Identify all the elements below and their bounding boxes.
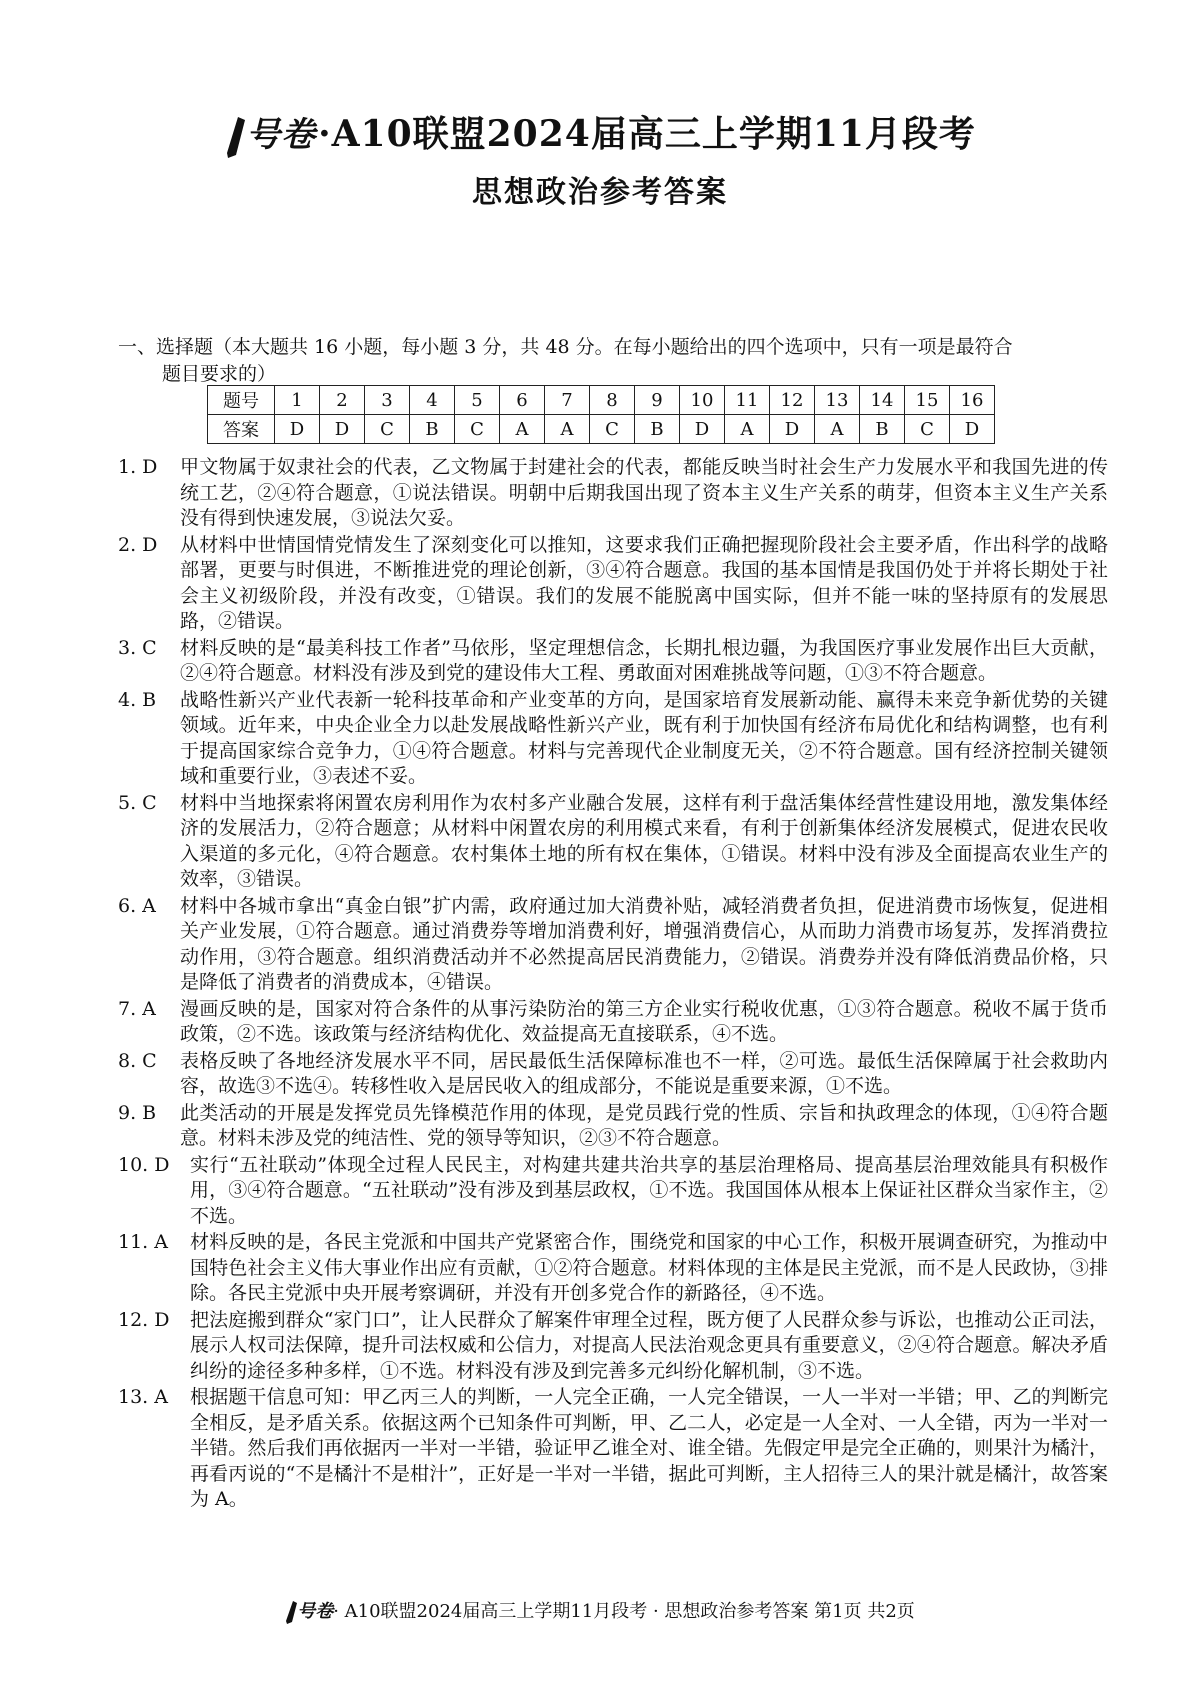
page-subtitle: 思想政治参考答案: [472, 175, 728, 210]
item-number: 13. A: [118, 1386, 168, 1408]
table-cell: A: [500, 415, 545, 444]
table-cell: C: [365, 415, 410, 444]
item-text: 材料反映的是，各民主党派和中国共产党紧密合作，围绕党和国家的中心工作，积极开展调查研究，为推动中国特色社会主义伟大事业作出应有贡献，①②符合题意。材料体现的主体是民主党派，而不是人民政协，③排除。各民主党派中央开展考察调研，并没有开创多党合作的新路径，④不选。: [190, 1231, 1108, 1304]
table-cell: D: [320, 415, 365, 444]
item-text: 根据题干信息可知：甲乙丙三人的判断，一人完全正确，一人完全错误，一人一半对一半错；甲、乙的判断完全相反，是矛盾关系。依据这两个已知条件可判断，甲、乙二人，必定是一人全对、一人全错，丙为一半对一半错。然后我们再依据丙一半对一半错，验证甲乙谁全对、谁全错。先假定甲是完全正确的，则果汁为橘汁，再看丙说的“不是橘汁不是柑汁”，正好是一半对一半错，据此可判断，主人招待三人的果汁就是橘汁，故答案为 A。: [190, 1386, 1108, 1510]
item-text: 漫画反映的是，国家对符合条件的从事污染防治的第三方企业实行税收优惠，①③符合题意。税收不属于货币政策，②不选。该政策与经济结构优化、效益提高无直接联系，④不选。: [180, 997, 1108, 1045]
brand-brush-logo: [285, 1600, 297, 1624]
table-cell: 3: [365, 386, 410, 415]
table-cell: B: [635, 415, 680, 444]
table-cell: C: [905, 415, 950, 444]
table-row-label: 答案: [208, 415, 275, 444]
table-cell: C: [455, 415, 500, 444]
table-cell: B: [860, 415, 905, 444]
table-cell: 6: [500, 386, 545, 415]
list-item: [118, 1230, 1108, 1307]
item-text: 把法庭搬到群众“家门口”，让人民群众了解案件审理全过程，既方便了人民群众参与诉讼，也推动公正司法，展示人权司法保障，提升司法权威和公信力，对提高人民法治观念更具有重要意义，②④符合题意。解决矛盾纠纷的途径多种多样，①不选。材料没有涉及到完善多元纠纷化解机制，③不选。: [190, 1308, 1108, 1382]
table-cell: D: [275, 415, 320, 444]
list-item: [118, 1049, 1108, 1100]
table-cell: A: [545, 415, 590, 444]
list-item: [118, 533, 1108, 635]
list-item: [118, 997, 1108, 1048]
table-cell: C: [590, 415, 635, 444]
table-cell: 10: [680, 386, 725, 415]
list-item: [118, 688, 1108, 790]
list-item: [118, 894, 1108, 996]
table-cell: 14: [860, 386, 905, 415]
table-cell: 5: [455, 386, 500, 415]
table-cell: 7: [545, 386, 590, 415]
item-text: 从材料中世情国情党情发生了深刻变化可以推知，这要求我们正确把握现阶段社会主要矛盾，作出科学的战略部署，更要与时俱进，不断推进党的理论创新，③④符合题意。我国的基本国情是我国仍处于并将长期处于社会主义初级阶段，并没有改变，①错误。我们的发展不能脱离中国实际，但并不能一味的坚持原有的发展思路，②错误。: [180, 533, 1108, 632]
table-cell: 13: [815, 386, 860, 415]
exam-title: ·A10联盟2024届高三上学期11月段考: [318, 113, 976, 155]
item-number: 8. C: [118, 1049, 157, 1072]
list-item: [118, 455, 1108, 532]
list-item: [118, 636, 1108, 687]
item-number: 1. D: [118, 456, 158, 478]
table-cell: 16: [950, 386, 995, 415]
item-number: 9. B: [118, 1101, 157, 1124]
table-cell: A: [815, 415, 860, 444]
list-item: [118, 1308, 1108, 1385]
list-item: [118, 1153, 1108, 1230]
brand-brush-logo: [224, 115, 246, 159]
section-heading-line2: 题目要求的）: [162, 363, 277, 385]
item-text: 材料反映的是“最美科技工作者”马依彤，坚定理想信念，长期扎根边疆，为我国医疗事业发展作出巨大贡献，②④符合题意。材料没有涉及到党的建设伟大工程、勇敢面对困难挑战等问题，①③不符合题意。: [180, 636, 1108, 684]
item-number: 11. A: [118, 1231, 168, 1253]
item-number: 5. C: [118, 791, 157, 814]
item-text: 此类活动的开展是发挥党员先锋模范作用的体现，是党员践行党的性质、宗旨和执政理念的体现，①④符合题意。材料未涉及党的纯洁性、党的领导等知识，②③不符合题意。: [180, 1101, 1108, 1149]
item-number: 3. C: [118, 636, 157, 659]
table-cell: B: [410, 415, 455, 444]
table-cell: 8: [590, 386, 635, 415]
page-header: [0, 110, 1200, 211]
item-number: 4. B: [118, 688, 157, 711]
footer-text: · A10联盟2024届高三上学期11月段考 · 思想政治参考答案 第1页 共2页: [333, 1601, 915, 1622]
item-text: 实行“五社联动”体现全过程人民民主，对构建共建共治共享的基层治理格局、提高基层治理效能具有积极作用，③④符合题意。“五社联动”没有涉及到基层政权，①不选。我国国体从根本上保证社区群众当家作主，②不选。: [190, 1153, 1108, 1227]
answer-explanations: [118, 455, 1108, 1514]
item-number: 10. D: [118, 1153, 170, 1176]
item-number: 12. D: [118, 1308, 170, 1331]
item-number: 7. A: [118, 997, 156, 1020]
table-cell: 11: [725, 386, 770, 415]
brand-name: 号卷: [246, 115, 317, 155]
table-cell: 12: [770, 386, 815, 415]
table-row-answers: [208, 415, 995, 444]
section-heading-line1: 一、选择题（本大题共 16 小题，每小题 3 分，共 48 分。在每小题给出的四个选项中，只有一项是最符合: [118, 336, 1013, 358]
table-cell: D: [950, 415, 995, 444]
table-cell: 4: [410, 386, 455, 415]
list-item: [118, 1385, 1108, 1513]
item-text: 表格反映了各地经济发展水平不同，居民最低生活保障标准也不一样，②可选。最低生活保障属于社会救助内容，故选③不选④。转移性收入是居民收入的组成部分，不能说是重要来源，①不选。: [180, 1049, 1108, 1097]
table-cell: D: [680, 415, 725, 444]
table-cell: D: [770, 415, 815, 444]
item-text: 甲文物属于奴隶社会的代表，乙文物属于封建社会的代表，都能反映当时社会生产力发展水平和我国先进的传统工艺，②④符合题意，①说法错误。明朝中后期我国出现了资本主义生产关系的萌芽，但资本主义生产关系没有得到快速发展，③说法欠妥。: [180, 456, 1108, 529]
item-text: 材料中当地探索将闲置农房利用作为农村多产业融合发展，这样有利于盘活集体经营性建设用地，激发集体经济的发展活力，②符合题意；从材料中闲置农房的利用模式来看，有利于创新集体经济发展模式，促进农民收入渠道的多元化，④符合题意。农村集体土地的所有权在集体，①错误。材料中没有涉及全面提高农业生产的效率，③错误。: [180, 791, 1108, 890]
list-item: [118, 791, 1108, 893]
table-cell: 9: [635, 386, 680, 415]
answer-table: [207, 385, 995, 444]
page-footer: [0, 1597, 1200, 1624]
item-text: 战略性新兴产业代表新一轮科技革命和产业变革的方向，是国家培育发展新动能、赢得未来竞争新优势的关键领域。近年来，中央企业全力以赴发展战略性新兴产业，既有利于加快国有经济布局优化和结构调整，也有利于提高国家综合竞争力，①④符合题意。材料与完善现代企业制度无关，②不符合题意。国有经济控制关键领域和重要行业，③表述不妥。: [180, 688, 1108, 787]
table-cell: A: [725, 415, 770, 444]
page-title: [0, 110, 1200, 159]
table-row-label: 题号: [208, 386, 275, 415]
item-text: 材料中各城市拿出“真金白银”扩内需，政府通过加大消费补贴，减轻消费者负担，促进消费市场恢复，促进相关产业发展，①符合题意。通过消费券等增加消费利好，增强消费信心，从而助力消费市场复苏，发挥消费拉动作用，③符合题意。组织消费活动并不必然提高居民消费能力，②错误。消费券并没有降低消费品价格，只是降低了消费者的消费成本，④错误。: [180, 894, 1108, 993]
table-cell: 15: [905, 386, 950, 415]
item-number: 2. D: [118, 533, 158, 556]
table-cell: 2: [320, 386, 365, 415]
table-row-numbers: [208, 386, 995, 415]
list-item: [118, 1101, 1108, 1152]
table-cell: 1: [275, 386, 320, 415]
footer-brand: 号卷: [297, 1601, 334, 1622]
item-number: 6. A: [118, 894, 156, 917]
section-heading: [118, 334, 1108, 388]
